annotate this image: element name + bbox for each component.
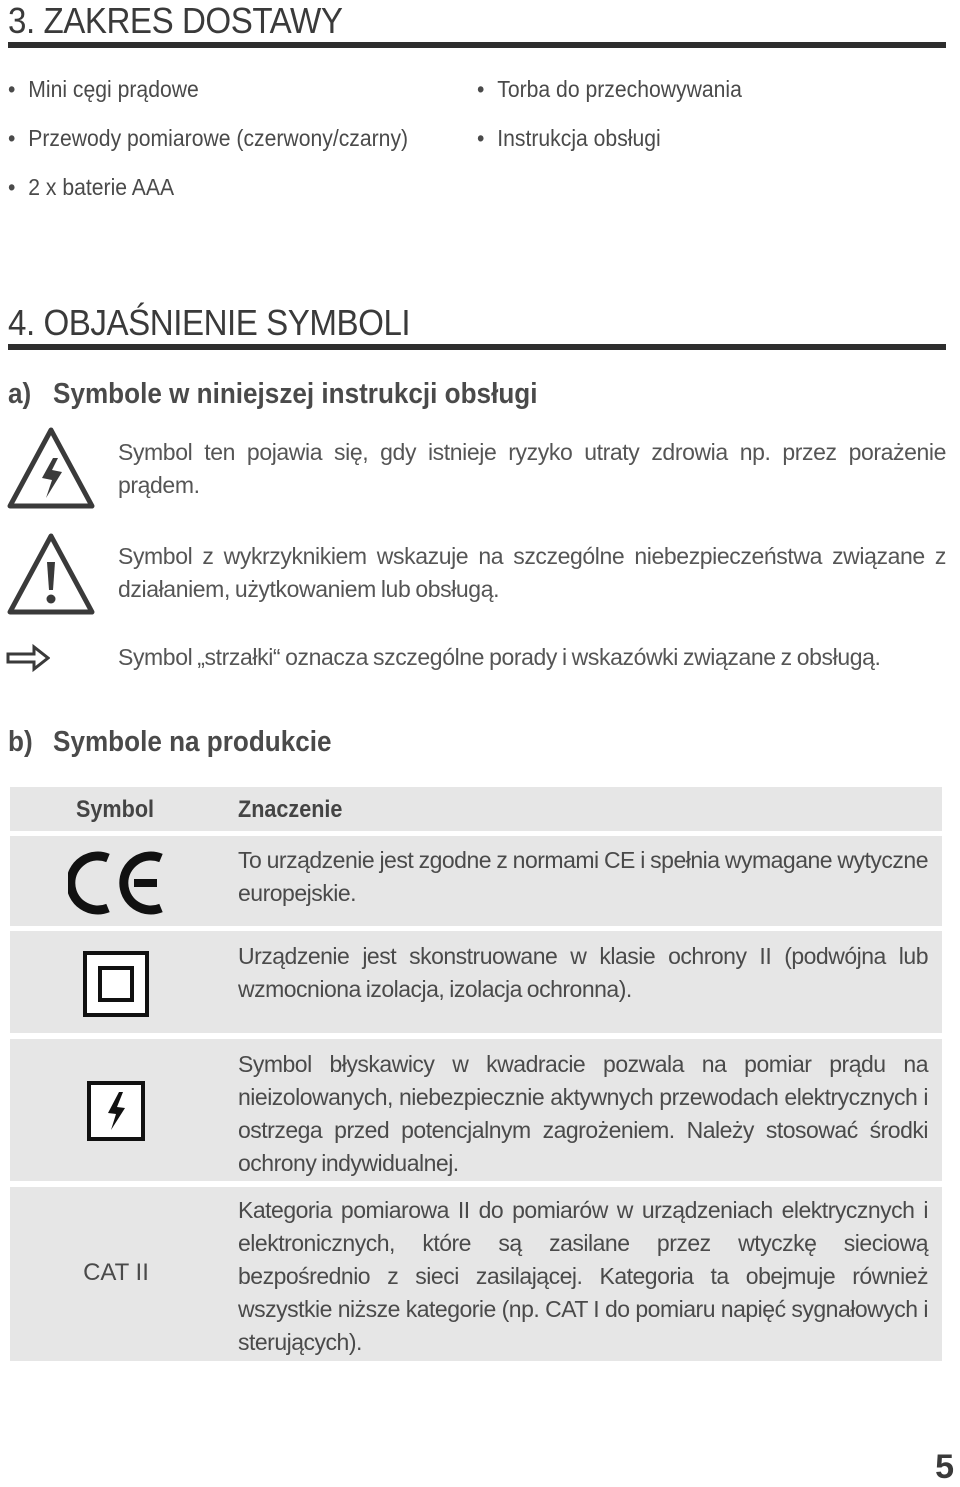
symbol-description: Symbol z wykrzyknikiem wskazuje na szczególne niebezpieczeństwa związane z działaniem, użytkowaniem lub obsługą. [118, 543, 946, 602]
symbol-description: Symbol ten pojawia się, gdy istnieje ryzyko utraty zdrowia np. przez porażenie prądem. [118, 439, 946, 498]
arrow-right-icon [6, 642, 50, 674]
table-cell-meaning: Kategoria pomiarowa II do pomiarów w urządzeniach elektrycznych i elektronicznych, które są zasilane przez wtyczkę sieciową bezpośrednio z sieci zasilającej. Kategoria ta obejmuje również wszystkie niższe kategorie (np. CAT I do pomiaru napięć sygnałowych i sterujących). [238, 1197, 928, 1355]
list-item: • 2 x baterie AAA [8, 174, 174, 201]
list-item: • Mini cęgi prądowe [8, 76, 199, 103]
ce-mark-icon [68, 848, 166, 918]
table-header-symbol: Symbol [76, 796, 155, 823]
page-number: 5 [935, 1448, 954, 1486]
list-item: • Instrukcja obsługi [477, 125, 661, 152]
table-cell-meaning: Symbol błyskawicy w kwadracie pozwala na pomiar prądu na nieizolowanych, niebezpiecznie aktywnych przewodach elektrycznych i ostrzega przed potencjalnym zagrożeniem. Należy stosować środki ochrony indywidualnej. [238, 1051, 928, 1176]
section-3-rule [8, 42, 946, 48]
lightning-warning-triangle-icon [6, 426, 96, 510]
table-header-meaning: Znaczenie [238, 796, 343, 823]
symbol-description: Symbol „strzałki“ oznacza szczególne porady i wskazówki związane z obsługą. [118, 644, 881, 670]
subsection-a-label: a) [8, 378, 32, 410]
list-item: • Przewody pomiarowe (czerwony/czarny) [8, 125, 408, 152]
subsection-b-title: Symbole na produkcie [53, 726, 332, 758]
subsection-b-label: b) [8, 726, 33, 758]
section-3-title: 3. ZAKRES DOSTAWY [8, 0, 343, 41]
exclamation-warning-triangle-icon [6, 532, 96, 616]
subsection-b-heading [8, 726, 332, 759]
table-cell-meaning: Urządzenie jest skonstruowane w klasie ochrony II (podwójna lub wzmocniona izolacja, izolacja ochronna). [238, 943, 928, 1002]
section-4-title: 4. OBJAŚNIENIE SYMBOLI [8, 302, 411, 343]
list-item: • Torba do przechowywania [477, 76, 742, 103]
table-cell-meaning: To urządzenie jest zgodne z normami CE i spełnia wymagane wytyczne europejskie. [238, 847, 928, 906]
double-insulation-icon [82, 950, 150, 1018]
subsection-a-title: Symbole w niniejszej instrukcji obsługi [53, 378, 538, 410]
section-4-rule [8, 344, 946, 350]
subsection-a-heading [8, 378, 537, 411]
table-cell-symbol-text: CAT II [83, 1259, 149, 1286]
lightning-square-icon [86, 1080, 146, 1142]
